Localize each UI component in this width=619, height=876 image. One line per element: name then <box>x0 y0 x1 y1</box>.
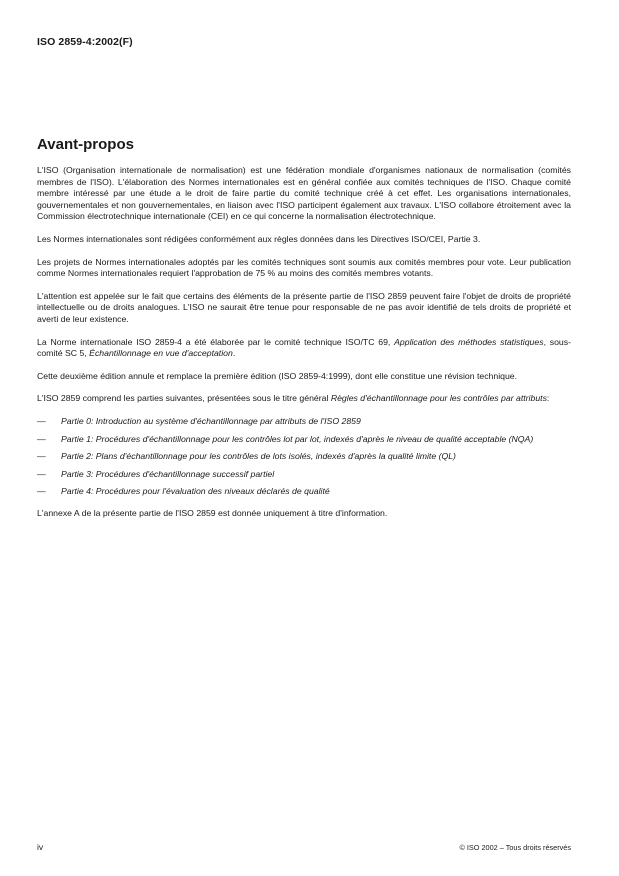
list-item <box>37 416 571 428</box>
section-title: Avant-propos <box>37 136 134 153</box>
text-run: : <box>546 393 550 404</box>
list-item-text: Partie 3: Procédures d'échantillonnage successif partiel <box>61 468 275 479</box>
list-item-text: Partie 0: Introduction au système d'échantillonnage par attributs de l'ISO 2859 <box>61 415 361 426</box>
paragraph-committee <box>37 337 571 360</box>
em-dash-bullet: — <box>37 415 46 426</box>
paragraph-parts-intro <box>37 393 571 405</box>
paragraph-directives: Les Normes internationales sont rédigées conformément aux règles données dans les Directives ISO/CEI, Partie 3. <box>37 233 481 244</box>
foreword-body <box>37 165 571 530</box>
paragraph-voting: Les projets de Normes internationales adoptés par les comités techniques sont soumis aux comités membres pour vote. Leur publication comme Normes internationales requiert l'approbation de 75 % au moins des comités membres votants. <box>37 256 571 279</box>
em-dash-bullet: — <box>37 468 46 479</box>
list-item-text: Partie 1: Procédures d'échantillonnage pour les contrôles lot par lot, indexés d'après le niveau de qualité acceptable (NQA) <box>61 433 534 444</box>
list-item <box>37 486 571 498</box>
list-item <box>37 434 571 446</box>
general-title: Règles d'échantillonnage pour les contrôles par attributs <box>330 393 547 404</box>
em-dash-bullet: — <box>37 486 46 497</box>
document-header-id: ISO 2859-4:2002(F) <box>37 36 133 48</box>
paragraph-iso-intro: L'ISO (Organisation internationale de normalisation) est une fédération mondiale d'organismes nationaux de normalisation (comités membres de l'ISO). L'élaboration des Normes internationales est en général confiée aux comités techniques de l'ISO. Chaque comité membre intéressé par une étude a le droit de faire partie du comité technique créé à cet effet. Les organisations internationales, gouvernementales et non gouvernementales, en liaison avec l'ISO participent également aux travaux. L'ISO collabore étroitement avec la Commission électrotechnique internationale (CEI) en ce qui concerne la normalisation électrotechnique. <box>37 165 571 222</box>
paragraph-patent-rights: L'attention est appelée sur le fait que certains des éléments de la présente partie de l'ISO 2859 peuvent faire l'objet de droits de propriété intellectuelle ou de droits analogues. L'ISO ne saurait être tenue pour responsable de ne pas avoir identifié de tels droits de propriété et averti de leur existence. <box>37 290 571 324</box>
text-run: L'ISO 2859 comprend les parties suivantes, présentées sous le titre général <box>37 393 331 404</box>
committee-title: Application des méthodes statistiques <box>394 336 544 347</box>
em-dash-bullet: — <box>37 433 46 444</box>
list-item <box>37 469 571 481</box>
subcommittee-title: Échantillonnage en vue d'acceptation <box>89 348 233 359</box>
list-item-text: Partie 4: Procédures pour l'évaluation des niveaux déclarés de qualité <box>61 486 330 497</box>
parts-list <box>37 416 571 498</box>
em-dash-bullet: — <box>37 451 46 462</box>
page-number: iv <box>37 842 44 852</box>
list-item-text: Partie 2: Plans d'échantillonnage pour les contrôles de lots isolés, indexés d'après la qualité limite (QL) <box>61 451 456 462</box>
text-run: , sous-comité SC 5, <box>37 336 571 359</box>
paragraph-edition: Cette deuxième édition annule et remplace la première édition (ISO 2859-4:1999), dont elle constitue une révision technique. <box>37 370 518 381</box>
list-item <box>37 451 571 463</box>
text-run: La Norme internationale ISO 2859-4 a été élaborée par le comité technique ISO/TC 69, <box>37 336 395 347</box>
text-run: . <box>232 348 236 359</box>
copyright-notice: © ISO 2002 – Tous droits réservés <box>459 843 571 852</box>
paragraph-annex: L'annexe A de la présente partie de l'ISO 2859 est donnée uniquement à titre d'information. <box>37 507 388 518</box>
